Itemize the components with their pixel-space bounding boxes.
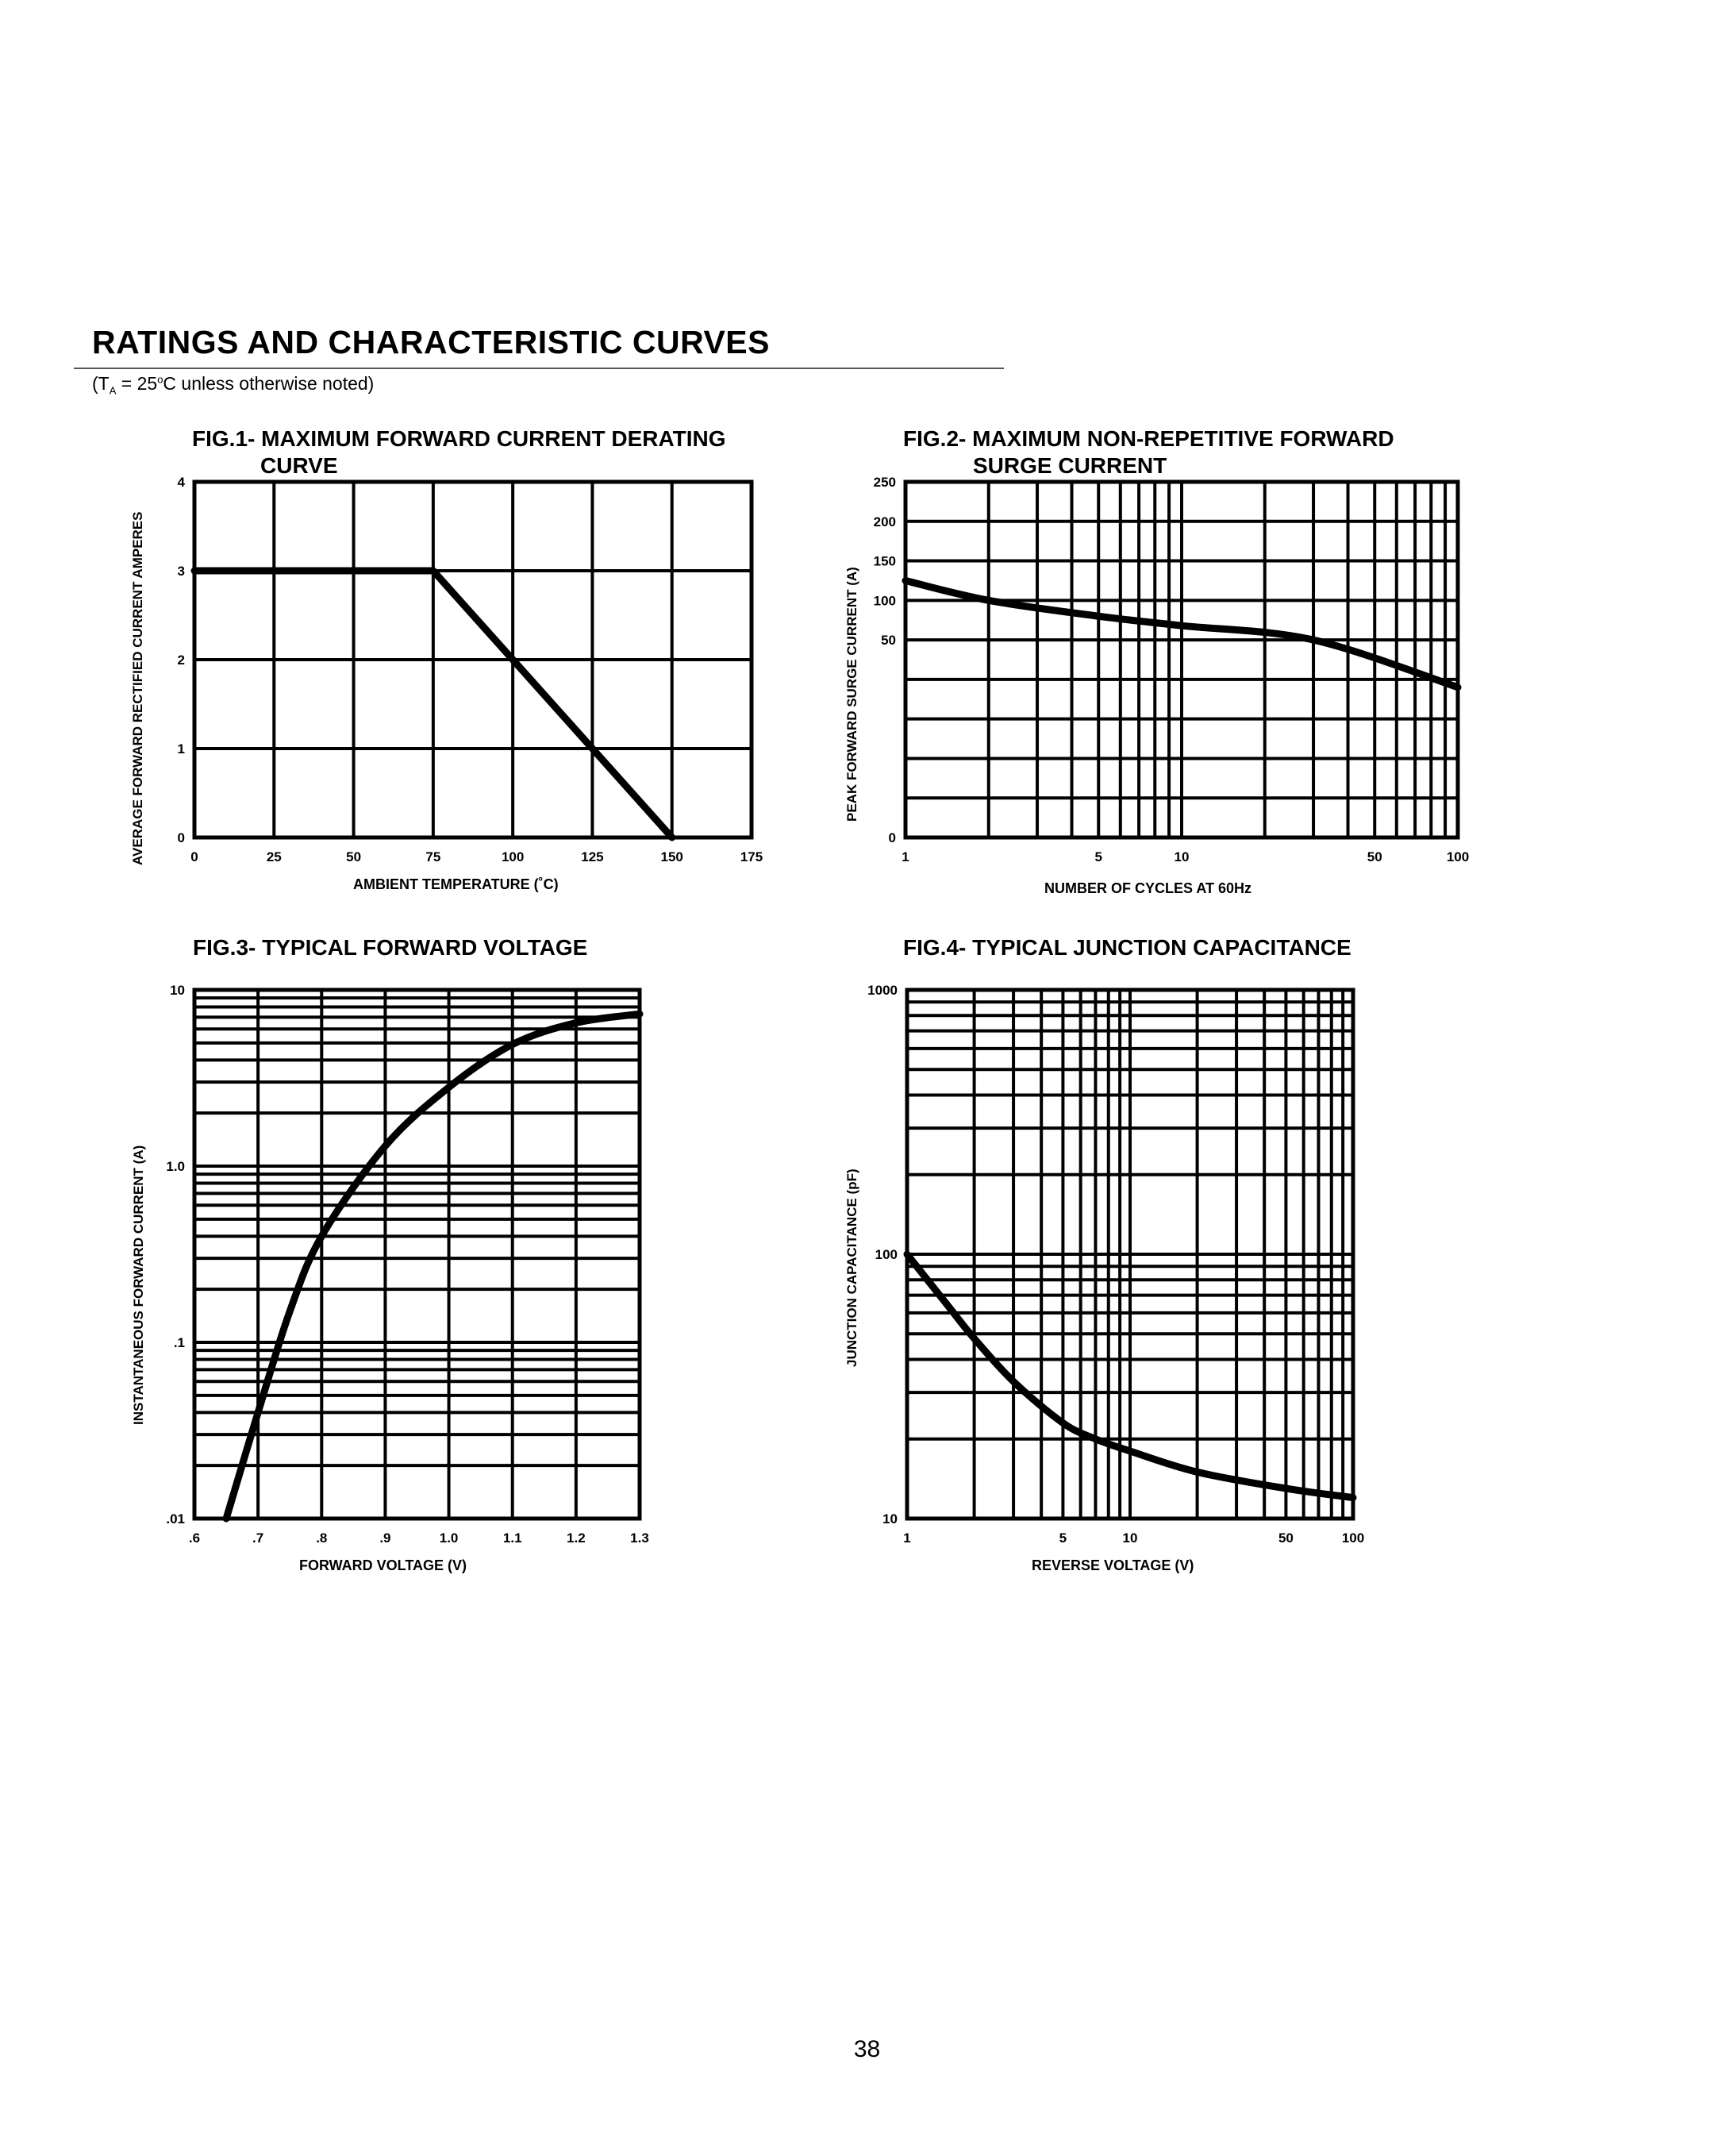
fig4-title-line1: FIG.4- TYPICAL JUNCTION CAPACITANCE — [903, 935, 1351, 960]
page-number: 38 — [853, 2036, 881, 2062]
fig1-title-line2: CURVE — [260, 453, 338, 478]
fig2-x-tick-label: 5 — [1094, 849, 1102, 864]
fig2-x-tick-label: 50 — [1367, 849, 1382, 864]
fig2-y-tick-label: 100 — [873, 593, 896, 609]
fig4-x-tick-label: 5 — [1059, 1530, 1067, 1546]
fig3-title — [193, 934, 587, 961]
fig4-title — [903, 934, 1351, 961]
note-temperature: = 25 — [116, 373, 158, 394]
fig2-plot — [873, 475, 1470, 864]
fig3-x-axis-label: FORWARD VOLTAGE (V) — [299, 1557, 467, 1573]
fig1-y-tick-label: 4 — [177, 475, 185, 490]
fig3-curve — [226, 1014, 640, 1519]
fig1-x-tick-label: 150 — [660, 849, 683, 864]
fig2-y-tick-label: 200 — [873, 514, 896, 529]
fig4-x-tick-label: 1 — [903, 1530, 911, 1546]
fig1-y-tick-label: 1 — [177, 741, 185, 757]
fig1-x-tick-label: 100 — [501, 849, 525, 864]
fig3-plot — [166, 983, 649, 1546]
fig1-y-tick-label: 3 — [177, 564, 185, 579]
fig2-y-axis-label: PEAK FORWARD SURGE CURRENT (A) — [844, 567, 859, 822]
fig4-y-tick-label: 100 — [875, 1247, 898, 1262]
fig1-x-tick-label: 25 — [266, 849, 282, 864]
note-suffix: C unless otherwise noted) — [163, 373, 375, 394]
fig2-title — [903, 425, 1394, 479]
note-subscript: A — [109, 384, 117, 397]
fig1-title — [192, 425, 726, 479]
fig3-y-axis-label: INSTANTANEOUS FORWARD CURRENT (A) — [131, 1145, 146, 1425]
fig4-x-axis-label: REVERSE VOLTAGE (V) — [1032, 1557, 1194, 1573]
fig4-y-tick-label: 10 — [882, 1511, 898, 1527]
fig4-x-tick-label: 100 — [1341, 1530, 1365, 1546]
conditions-note — [92, 373, 374, 397]
fig2-x-tick-label: 10 — [1174, 849, 1190, 864]
fig2-x-tick-label: 100 — [1446, 849, 1470, 864]
fig4-x-tick-label: 50 — [1278, 1530, 1294, 1546]
fig4-y-axis-label: JUNCTION CAPACITANCE (pF) — [844, 1168, 859, 1367]
fig4-plot — [867, 983, 1365, 1546]
fig1-x-axis-label: AMBIENT TEMPERATURE (˚C) — [353, 876, 559, 892]
note-prefix: (T — [92, 373, 110, 394]
fig3-x-tick-label: .8 — [316, 1530, 328, 1546]
fig1-y-axis-label: AVERAGE FORWARD RECTIFIED CURRENT AMPERES — [130, 511, 145, 865]
fig3-x-tick-label: 1.1 — [502, 1530, 522, 1546]
fig2-title-line2: SURGE CURRENT — [973, 453, 1167, 478]
fig1-x-tick-label: 175 — [740, 849, 763, 864]
fig3-y-tick-label: .1 — [173, 1335, 185, 1350]
fig2-y-tick-label: 50 — [881, 633, 896, 649]
fig2-y-tick-label: 250 — [873, 475, 896, 490]
fig1-x-tick-label: 125 — [581, 849, 604, 864]
note-degree: o — [157, 373, 163, 386]
fig3-x-tick-label: 1.2 — [567, 1530, 586, 1546]
fig3-x-tick-label: .9 — [379, 1530, 391, 1546]
fig3-title-line1: FIG.3- TYPICAL FORWARD VOLTAGE — [193, 935, 588, 960]
fig3-x-tick-label: .7 — [252, 1530, 264, 1546]
fig3-plot-frame — [194, 990, 640, 1519]
fig2-title-line1: FIG.2- MAXIMUM NON-REPETITIVE FORWARD — [903, 426, 1394, 451]
fig4-y-tick-label: 1000 — [867, 983, 898, 998]
fig1-x-tick-label: 0 — [190, 849, 198, 864]
fig3-y-tick-label: 1.0 — [166, 1159, 185, 1174]
fig1-y-tick-label: 2 — [177, 653, 185, 668]
fig1-y-tick-label: 0 — [177, 830, 185, 845]
fig2-x-tick-label: 1 — [902, 849, 909, 864]
fig3-y-tick-label: .01 — [166, 1511, 185, 1527]
fig3-y-tick-label: 10 — [170, 983, 185, 998]
fig3-x-tick-label: .6 — [188, 1530, 201, 1546]
fig2-y-tick-label: 0 — [888, 830, 896, 845]
page-title: RATINGS AND CHARACTERISTIC CURVES — [92, 324, 770, 360]
fig1-plot — [177, 475, 763, 864]
fig1-x-tick-label: 50 — [346, 849, 362, 864]
fig2-y-tick-label: 150 — [873, 553, 896, 569]
fig3-x-tick-label: 1.3 — [630, 1530, 649, 1546]
title-rule — [74, 368, 1004, 369]
fig2-x-axis-label: NUMBER OF CYCLES AT 60Hz — [1044, 880, 1252, 896]
fig1-x-tick-label: 75 — [425, 849, 441, 864]
fig4-x-tick-label: 10 — [1122, 1530, 1138, 1546]
fig1-title-line1: FIG.1- MAXIMUM FORWARD CURRENT DERATING — [192, 426, 726, 451]
fig3-x-tick-label: 1.0 — [439, 1530, 459, 1546]
